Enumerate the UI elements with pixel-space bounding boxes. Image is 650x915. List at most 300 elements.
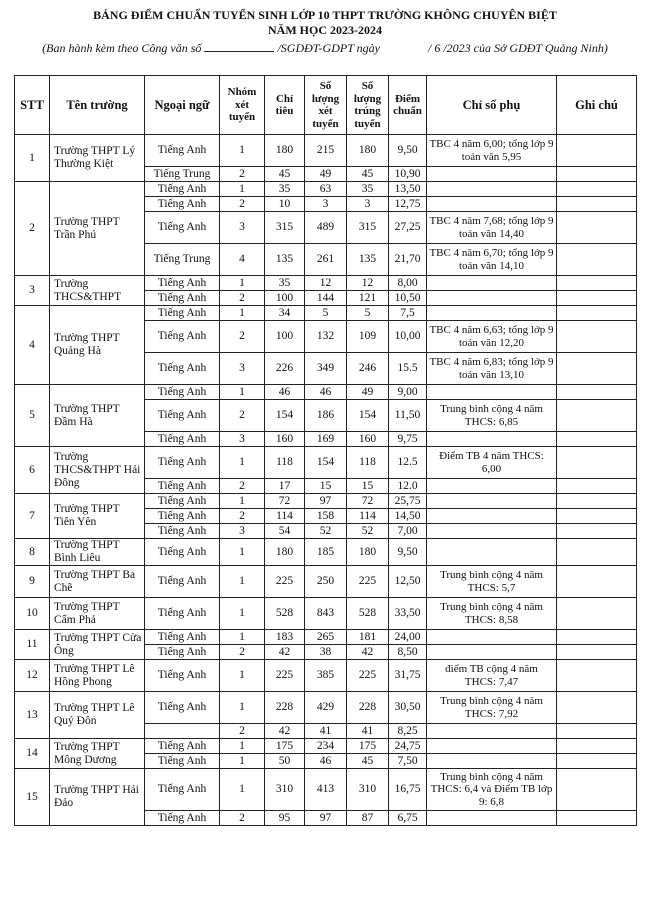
cutoff-cell: 24,75 [389, 739, 427, 754]
group-cell: 1 [220, 739, 265, 754]
cutoff-cell: 10,50 [389, 291, 427, 306]
extra-cell: điểm TB cộng 4 năm THCS: 7,47 [427, 660, 557, 692]
considered-cell: 265 [305, 630, 347, 645]
header-cutoff: Điểm chuẩn [389, 76, 427, 135]
considered-cell: 186 [305, 400, 347, 432]
extra-cell [427, 811, 557, 826]
extra-cell [427, 539, 557, 566]
group-cell: 3 [220, 432, 265, 447]
table-row [15, 447, 637, 479]
admitted-cell: 72 [347, 494, 389, 509]
note-cell [557, 754, 637, 769]
considered-cell: 261 [305, 244, 347, 276]
considered-cell: 41 [305, 724, 347, 739]
extra-cell [427, 197, 557, 212]
cutoff-cell: 8,25 [389, 724, 427, 739]
quota-cell: 180 [265, 539, 305, 566]
extra-cell [427, 167, 557, 182]
quota-cell: 17 [265, 479, 305, 494]
stt-cell: 6 [15, 447, 50, 494]
cutoff-cell: 9,00 [389, 385, 427, 400]
language-cell: Tiếng Anh [145, 524, 220, 539]
group-cell: 1 [220, 692, 265, 724]
note-cell [557, 494, 637, 509]
quota-cell: 10 [265, 197, 305, 212]
school-name-cell: Trường THPT Đầm Hà [50, 385, 145, 447]
considered-cell: 413 [305, 769, 347, 811]
extra-cell [427, 524, 557, 539]
quota-cell: 35 [265, 182, 305, 197]
school-name-cell: Trường THPT Ba Chẽ [50, 566, 145, 598]
extra-cell [427, 645, 557, 660]
table-row [15, 182, 637, 197]
cutoff-cell: 9,50 [389, 539, 427, 566]
table-row [15, 494, 637, 509]
quota-cell: 225 [265, 660, 305, 692]
cutoff-cell: 7,5 [389, 306, 427, 321]
cutoff-cell: 12.5 [389, 447, 427, 479]
group-cell: 2 [220, 479, 265, 494]
language-cell: Tiếng Anh [145, 353, 220, 385]
note-cell [557, 479, 637, 494]
cutoff-cell: 24,00 [389, 630, 427, 645]
considered-cell: 185 [305, 539, 347, 566]
header-group: Nhóm xét tuyển [220, 76, 265, 135]
group-cell: 1 [220, 566, 265, 598]
cutoff-cell: 25,75 [389, 494, 427, 509]
considered-cell: 132 [305, 321, 347, 353]
school-name-cell: Trường THPT Lý Thường Kiệt [50, 135, 145, 182]
quota-cell: 160 [265, 432, 305, 447]
school-name-cell: Trường THPT Quảng Hà [50, 306, 145, 385]
language-cell: Tiếng Anh [145, 400, 220, 432]
school-name-cell: Trường THPT Trần Phú [50, 182, 145, 276]
admitted-cell: 528 [347, 598, 389, 630]
table-row [15, 566, 637, 598]
extra-cell: Trung bình cộng 4 năm THCS: 5,7 [427, 566, 557, 598]
note-cell [557, 692, 637, 724]
cutoff-cell: 12,75 [389, 197, 427, 212]
considered-cell: 97 [305, 494, 347, 509]
school-name-cell: Trường THPT Hải Đảo [50, 769, 145, 826]
quota-cell: 114 [265, 509, 305, 524]
stt-cell: 3 [15, 276, 50, 306]
considered-cell: 215 [305, 135, 347, 167]
school-name-cell: Trường THPT Cửa Ông [50, 630, 145, 660]
cutoff-cell: 27,25 [389, 212, 427, 244]
admitted-cell: 121 [347, 291, 389, 306]
admitted-cell: 118 [347, 447, 389, 479]
table-row [15, 539, 637, 566]
note-cell [557, 291, 637, 306]
header-quota: Chỉ tiêu [265, 76, 305, 135]
note-cell [557, 645, 637, 660]
extra-cell: TBC 4 năm 6,00; tổng lớp 9 toán văn 5,95 [427, 135, 557, 167]
stt-cell: 11 [15, 630, 50, 660]
admitted-cell: 41 [347, 724, 389, 739]
language-cell: Tiếng Anh [145, 447, 220, 479]
note-cell [557, 197, 637, 212]
group-cell: 1 [220, 769, 265, 811]
admitted-cell: 49 [347, 385, 389, 400]
cutoff-cell: 9,75 [389, 432, 427, 447]
cutoff-cell: 14,50 [389, 509, 427, 524]
language-cell: Tiếng Anh [145, 566, 220, 598]
group-cell: 2 [220, 400, 265, 432]
table-row [15, 630, 637, 645]
table-row [15, 135, 637, 167]
school-name-cell: Trường THCS&THPT Hải Đông [50, 447, 145, 494]
language-cell: Tiếng Anh [145, 306, 220, 321]
note-cell [557, 539, 637, 566]
note-cell [557, 182, 637, 197]
quota-cell: 183 [265, 630, 305, 645]
stt-cell: 1 [15, 135, 50, 182]
group-cell: 3 [220, 212, 265, 244]
extra-cell [427, 306, 557, 321]
subtitle-part-1: (Ban hành kèm theo Công văn số [42, 41, 202, 55]
subtitle-part-3: / 6 /2023 của Sở GDĐT Quảng Ninh) [428, 41, 608, 55]
stt-cell: 13 [15, 692, 50, 739]
extra-cell [427, 494, 557, 509]
table-row [15, 598, 637, 630]
language-cell: Tiếng Anh [145, 769, 220, 811]
quota-cell: 46 [265, 385, 305, 400]
language-cell: Tiếng Anh [145, 276, 220, 291]
school-name-cell: Trường THCS&THPT [50, 276, 145, 306]
quota-cell: 175 [265, 739, 305, 754]
table-row [15, 660, 637, 692]
note-cell [557, 321, 637, 353]
cutoff-cell: 7,00 [389, 524, 427, 539]
header-admitted: Số lượng trúng tuyển [347, 76, 389, 135]
extra-cell [427, 479, 557, 494]
admitted-cell: 180 [347, 135, 389, 167]
considered-cell: 250 [305, 566, 347, 598]
stt-cell: 10 [15, 598, 50, 630]
document-subtitle [0, 40, 650, 55]
language-cell: Tiếng Anh [145, 182, 220, 197]
school-name-cell: Trường THPT Lê Hồng Phong [50, 660, 145, 692]
group-cell: 3 [220, 353, 265, 385]
header-stt: STT [15, 76, 50, 135]
note-cell [557, 598, 637, 630]
considered-cell: 234 [305, 739, 347, 754]
group-cell: 2 [220, 724, 265, 739]
group-cell: 1 [220, 385, 265, 400]
admitted-cell: 315 [347, 212, 389, 244]
language-cell [145, 724, 220, 739]
note-cell [557, 566, 637, 598]
quota-cell: 72 [265, 494, 305, 509]
school-name-cell: Trường THPT Lê Quý Đôn [50, 692, 145, 739]
quota-cell: 528 [265, 598, 305, 630]
cutoff-cell: 7,50 [389, 754, 427, 769]
admitted-cell: 12 [347, 276, 389, 291]
extra-cell: Trung bình cộng 4 năm THCS: 8,58 [427, 598, 557, 630]
admitted-cell: 5 [347, 306, 389, 321]
header-extra: Chỉ số phụ [427, 76, 557, 135]
language-cell: Tiếng Anh [145, 479, 220, 494]
table-row [15, 739, 637, 754]
cutoff-cell: 31,75 [389, 660, 427, 692]
admitted-cell: 15 [347, 479, 389, 494]
language-cell: Tiếng Anh [145, 811, 220, 826]
language-cell: Tiếng Anh [145, 645, 220, 660]
quota-cell: 228 [265, 692, 305, 724]
stt-cell: 15 [15, 769, 50, 826]
note-cell [557, 509, 637, 524]
considered-cell: 429 [305, 692, 347, 724]
admitted-cell: 35 [347, 182, 389, 197]
extra-cell: TBC 4 năm 6,63; tổng lớp 9 toán văn 12,20 [427, 321, 557, 353]
extra-cell: Trung bình cộng 4 năm THCS: 7,92 [427, 692, 557, 724]
table-row [15, 276, 637, 291]
admitted-cell: 246 [347, 353, 389, 385]
extra-cell [427, 276, 557, 291]
group-cell: 1 [220, 494, 265, 509]
note-cell [557, 630, 637, 645]
cutoff-cell: 9,50 [389, 135, 427, 167]
blank-doc-number [204, 40, 274, 52]
admitted-cell: 3 [347, 197, 389, 212]
considered-cell: 154 [305, 447, 347, 479]
group-cell: 2 [220, 197, 265, 212]
language-cell: Tiếng Anh [145, 660, 220, 692]
group-cell: 2 [220, 509, 265, 524]
cutoff-cell: 8,00 [389, 276, 427, 291]
admitted-cell: 45 [347, 167, 389, 182]
note-cell [557, 353, 637, 385]
considered-cell: 843 [305, 598, 347, 630]
quota-cell: 50 [265, 754, 305, 769]
table-row [15, 385, 637, 400]
quota-cell: 42 [265, 724, 305, 739]
admitted-cell: 154 [347, 400, 389, 432]
extra-cell: TBC 4 năm 6,83; tổng lớp 9 toán văn 13,10 [427, 353, 557, 385]
considered-cell: 144 [305, 291, 347, 306]
admitted-cell: 310 [347, 769, 389, 811]
language-cell: Tiếng Trung [145, 244, 220, 276]
extra-cell [427, 432, 557, 447]
stt-cell: 12 [15, 660, 50, 692]
considered-cell: 46 [305, 385, 347, 400]
document-title: BẢNG ĐIỂM CHUẨN TUYỂN SINH LỚP 10 THPT TRƯỜNG KHÔNG CHUYÊN BIỆT [93, 8, 557, 22]
extra-cell [427, 739, 557, 754]
language-cell: Tiếng Anh [145, 197, 220, 212]
language-cell: Tiếng Anh [145, 692, 220, 724]
quota-cell: 42 [265, 645, 305, 660]
considered-cell: 349 [305, 353, 347, 385]
quota-cell: 54 [265, 524, 305, 539]
note-cell [557, 447, 637, 479]
language-cell: Tiếng Anh [145, 509, 220, 524]
quota-cell: 34 [265, 306, 305, 321]
note-cell [557, 306, 637, 321]
quota-cell: 135 [265, 244, 305, 276]
language-cell: Tiếng Anh [145, 494, 220, 509]
group-cell: 1 [220, 539, 265, 566]
extra-cell [427, 630, 557, 645]
considered-cell: 169 [305, 432, 347, 447]
cutoff-cell: 6,75 [389, 811, 427, 826]
group-cell: 1 [220, 598, 265, 630]
cutoff-cell: 12,50 [389, 566, 427, 598]
considered-cell: 158 [305, 509, 347, 524]
table-row [15, 769, 637, 811]
cutoff-cell: 10,90 [389, 167, 427, 182]
language-cell: Tiếng Anh [145, 739, 220, 754]
cutoff-cell: 15.5 [389, 353, 427, 385]
admitted-cell: 52 [347, 524, 389, 539]
cutoff-cell: 16,75 [389, 769, 427, 811]
group-cell: 1 [220, 447, 265, 479]
quota-cell: 225 [265, 566, 305, 598]
cutoff-cell: 33,50 [389, 598, 427, 630]
stt-cell: 4 [15, 306, 50, 385]
quota-cell: 310 [265, 769, 305, 811]
quota-cell: 95 [265, 811, 305, 826]
considered-cell: 385 [305, 660, 347, 692]
header-considered: Số lượng xét tuyển [305, 76, 347, 135]
extra-cell: TBC 4 năm 6,70; tổng lớp 9 toán văn 14,10 [427, 244, 557, 276]
extra-cell [427, 182, 557, 197]
cutoff-cell: 12.0 [389, 479, 427, 494]
note-cell [557, 385, 637, 400]
group-cell: 1 [220, 276, 265, 291]
quota-cell: 118 [265, 447, 305, 479]
group-cell: 2 [220, 291, 265, 306]
language-cell: Tiếng Anh [145, 321, 220, 353]
cutoff-cell: 8,50 [389, 645, 427, 660]
admitted-cell: 42 [347, 645, 389, 660]
note-cell [557, 724, 637, 739]
note-cell [557, 244, 637, 276]
group-cell: 1 [220, 135, 265, 167]
group-cell: 3 [220, 524, 265, 539]
extra-cell [427, 291, 557, 306]
group-cell: 1 [220, 660, 265, 692]
group-cell: 2 [220, 321, 265, 353]
quota-cell: 315 [265, 212, 305, 244]
group-cell: 1 [220, 306, 265, 321]
note-cell [557, 400, 637, 432]
group-cell: 2 [220, 167, 265, 182]
stt-cell: 2 [15, 182, 50, 276]
admitted-cell: 160 [347, 432, 389, 447]
quota-cell: 100 [265, 321, 305, 353]
note-cell [557, 167, 637, 182]
subtitle-part-2: /SGDĐT-GDPT ngày [277, 41, 380, 55]
header-note: Ghi chú [557, 76, 637, 135]
school-name-cell: Trường THPT Tiên Yên [50, 494, 145, 539]
extra-cell [427, 754, 557, 769]
group-cell: 2 [220, 811, 265, 826]
stt-cell: 14 [15, 739, 50, 769]
language-cell: Tiếng Anh [145, 539, 220, 566]
cutoff-cell: 10,00 [389, 321, 427, 353]
table-body [15, 135, 637, 826]
admitted-cell: 175 [347, 739, 389, 754]
admitted-cell: 114 [347, 509, 389, 524]
group-cell: 4 [220, 244, 265, 276]
admitted-cell: 181 [347, 630, 389, 645]
admitted-cell: 45 [347, 754, 389, 769]
considered-cell: 46 [305, 754, 347, 769]
language-cell: Tiếng Anh [145, 385, 220, 400]
quota-cell: 35 [265, 276, 305, 291]
considered-cell: 5 [305, 306, 347, 321]
cutoff-cell: 11,50 [389, 400, 427, 432]
admitted-cell: 225 [347, 660, 389, 692]
table-row [15, 692, 637, 724]
note-cell [557, 739, 637, 754]
quota-cell: 180 [265, 135, 305, 167]
language-cell: Tiếng Anh [145, 754, 220, 769]
table-row [15, 306, 637, 321]
considered-cell: 3 [305, 197, 347, 212]
quota-cell: 45 [265, 167, 305, 182]
header-school: Tên trường [50, 76, 145, 135]
note-cell [557, 432, 637, 447]
admitted-cell: 180 [347, 539, 389, 566]
considered-cell: 49 [305, 167, 347, 182]
language-cell: Tiếng Anh [145, 135, 220, 167]
school-name-cell: Trường THPT Cẩm Phả [50, 598, 145, 630]
cutoff-cell: 30,50 [389, 692, 427, 724]
note-cell [557, 212, 637, 244]
table-header-row [15, 76, 637, 135]
note-cell [557, 660, 637, 692]
note-cell [557, 276, 637, 291]
group-cell: 1 [220, 182, 265, 197]
quota-cell: 226 [265, 353, 305, 385]
stt-cell: 8 [15, 539, 50, 566]
cutoff-cell: 21,70 [389, 244, 427, 276]
considered-cell: 15 [305, 479, 347, 494]
school-name-cell: Trường THPT Mông Dương [50, 739, 145, 769]
school-name-cell: Trường THPT Bình Liêu [50, 539, 145, 566]
language-cell: Tiếng Anh [145, 432, 220, 447]
admitted-cell: 109 [347, 321, 389, 353]
admitted-cell: 87 [347, 811, 389, 826]
stt-cell: 9 [15, 566, 50, 598]
stt-cell: 5 [15, 385, 50, 447]
admitted-cell: 228 [347, 692, 389, 724]
header-language: Ngoại ngữ [145, 76, 220, 135]
considered-cell: 12 [305, 276, 347, 291]
considered-cell: 97 [305, 811, 347, 826]
extra-cell: TBC 4 năm 7,68; tổng lớp 9 toán văn 14,40 [427, 212, 557, 244]
extra-cell [427, 724, 557, 739]
language-cell: Tiếng Anh [145, 291, 220, 306]
language-cell: Tiếng Anh [145, 630, 220, 645]
stt-cell: 7 [15, 494, 50, 539]
quota-cell: 100 [265, 291, 305, 306]
language-cell: Tiếng Anh [145, 598, 220, 630]
note-cell [557, 811, 637, 826]
group-cell: 1 [220, 754, 265, 769]
extra-cell: Điểm TB 4 năm THCS: 6,00 [427, 447, 557, 479]
note-cell [557, 769, 637, 811]
extra-cell [427, 385, 557, 400]
note-cell [557, 524, 637, 539]
group-cell: 1 [220, 630, 265, 645]
extra-cell [427, 509, 557, 524]
considered-cell: 63 [305, 182, 347, 197]
cutoff-cell: 13,50 [389, 182, 427, 197]
considered-cell: 52 [305, 524, 347, 539]
